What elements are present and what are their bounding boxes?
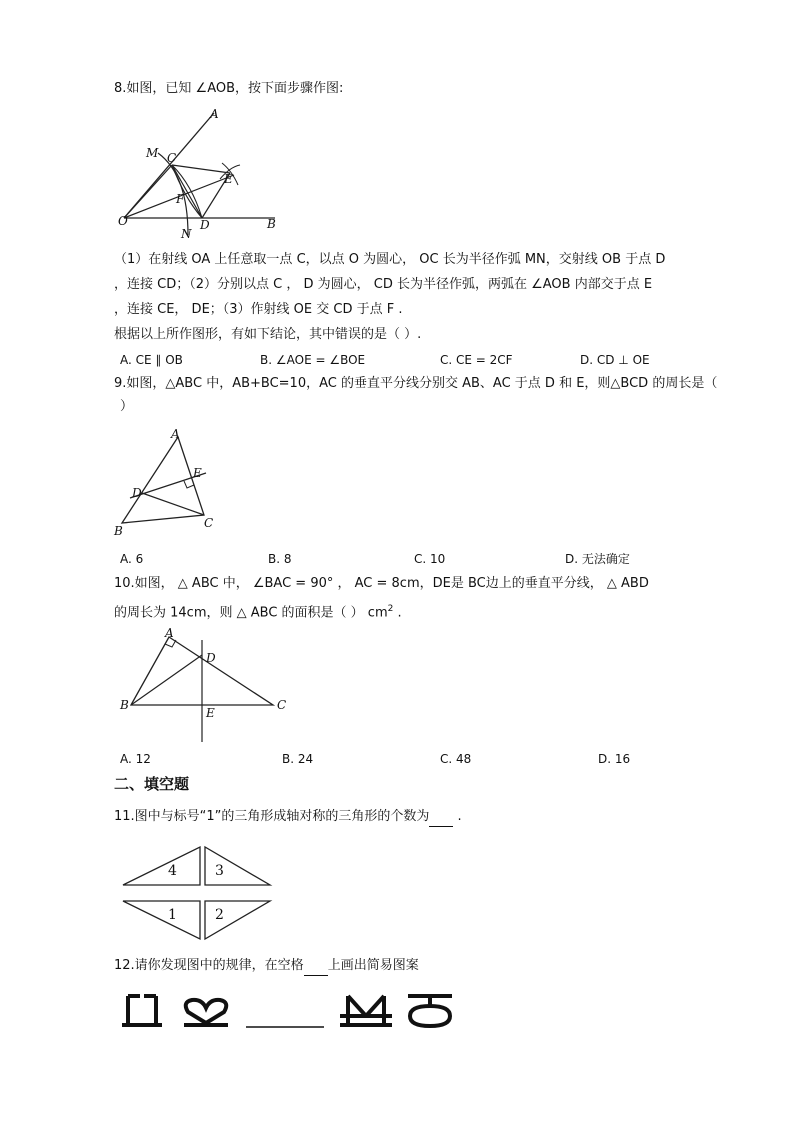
q8-option-d[interactable]: D. CD ⊥ OE [580,353,650,367]
q11-figure [120,845,275,943]
q8-label-c: C [167,151,177,165]
q10-option-b[interactable]: B. 24 [282,752,314,766]
q11-stem-text: 11.图中与标号“1”的三角形成轴对称的三角形的个数为 [114,809,430,824]
q8-option-a[interactable]: A. CE ∥ OB [120,353,183,367]
q10-label-e: E [206,706,215,720]
q10-option-a[interactable]: A. 12 [120,752,151,766]
pattern-4 [340,996,392,1025]
q9-stem-close: ） [120,399,134,414]
q8-label-d: D [200,218,210,232]
q12-stem-text: 12.请你发现图中的规律，在空格 [114,958,304,973]
q9-label-d: D [132,486,142,500]
q9-option-c[interactable]: C. 10 [414,552,446,566]
q11-stem-end: . [453,809,462,824]
q8-label-a: A [210,107,219,121]
q12-stem-end: 上画出简易图案 [327,958,419,973]
q8-option-c[interactable]: C. CE = 2CF [440,353,513,367]
q9-option-a[interactable]: A. 6 [120,552,144,566]
q10-option-d[interactable]: D. 16 [598,752,631,766]
q8-line4: 根据以上所作图形，有如下结论，其中错误的是（ ）. [114,327,422,342]
q10-stem-end: . [393,605,402,621]
q8-label-o: O [118,214,128,228]
pattern-1 [122,996,162,1025]
q10-option-c[interactable]: C. 48 [440,752,472,766]
q10-label-a: A [165,626,174,640]
q9-stem: 9.如图，△ABC 中，AB+BC=10，AC 的垂直平分线分别交 AB、AC 于点 D 和 E，则△BCD 的周长是（ [114,376,718,391]
q9-label-c: C [204,516,214,530]
pattern-2 [184,1000,228,1025]
q11-answer-blank[interactable] [429,808,453,827]
q8-label-e: E [224,172,233,186]
q8-stem: 8.如图，已知 ∠AOB，按下面步骤作图: [114,81,344,96]
q11-number-4: 4 [168,863,177,879]
q10-stem-text: 的周长为 14cm，则 △ ABC 的面积是（ ） cm [114,605,388,621]
q8-line1: （1）在射线 OA 上任意取一点 C，以点 O 为圆心， OC 长为半径作弧 MN，交射线 OB 于点 D [114,252,666,267]
q10-label-b: B [120,698,129,712]
section-title: 二、填空题 [114,775,190,793]
q11-number-3: 3 [215,863,224,879]
q9-label-a: A [171,427,180,441]
q9-label-b: B [114,524,123,538]
q10-stem-sup: 2 [387,604,394,614]
q8-line2: ，连接 CD；（2）分别以点 C ， D 为圆心， CD 长为半径作弧，两弧在 ∠AOB 内部交于点 E [114,277,653,292]
q12-stem [114,957,419,976]
q9-option-b[interactable]: B. 8 [268,552,292,566]
q11-number-1: 1 [168,907,177,923]
pattern-5 [408,996,452,1026]
q11-triangle-4 [123,847,200,885]
q9-label-e: E [193,466,202,480]
q8-label-n: N [181,227,192,241]
q9-option-d[interactable]: D. 无法确定 [565,552,630,566]
q11-triangle-1 [123,901,200,939]
q10-label-d: D [206,651,216,665]
q11-stem [114,808,462,827]
q9-figure [110,425,230,540]
q12-figure [118,990,463,1035]
q10-label-c: C [277,698,287,712]
q11-number-2: 2 [215,907,224,923]
q8-label-m: M [146,146,159,160]
q8-option-b[interactable]: B. ∠AOE = ∠BOE [260,353,366,367]
q8-label-b: B [267,217,276,231]
q10-stem-line2 [114,600,402,622]
q10-figure [115,625,295,745]
q8-label-f: F [176,192,185,206]
q10-stem: 10.如图， △ ABC 中， ∠BAC = 90° ， AC = 8cm，DE是 BC边上的垂直平分线， △ ABD [114,576,649,591]
q8-figure [110,105,290,245]
q8-line3: ，连接 CE， DE；（3）作射线 OE 交 CD 于点 F . [114,302,403,317]
q12-inline-blank [304,957,328,976]
